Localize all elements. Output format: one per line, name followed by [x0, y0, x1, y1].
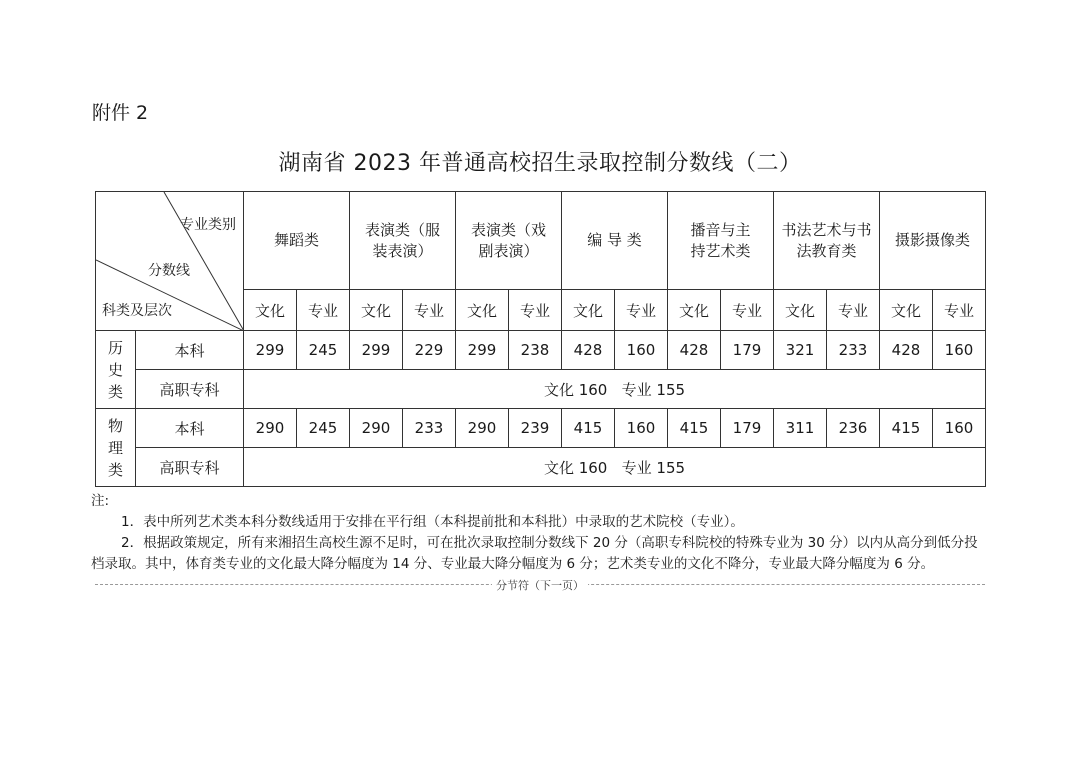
section-break	[95, 579, 985, 599]
level-cell: 本科	[136, 331, 244, 370]
corner-label-level: 科类及层次	[102, 303, 172, 319]
subheader-major: 专业	[933, 290, 986, 331]
category-header: 舞蹈类	[244, 192, 350, 290]
corner-label-category: 专业类别	[180, 217, 236, 233]
score-cell: 179	[721, 331, 774, 370]
score-cell: 236	[827, 409, 880, 448]
section-break-label: 分节符（下一页）	[492, 577, 588, 593]
score-cell: 299	[456, 331, 509, 370]
group-label-history: 历史类	[96, 331, 136, 409]
subheader-culture: 文化	[880, 290, 933, 331]
category-header: 表演类（服装表演）	[350, 192, 456, 290]
score-cell: 229	[403, 331, 456, 370]
notes-heading: 注:	[91, 493, 110, 509]
table-row	[96, 409, 986, 448]
score-cell: 179	[721, 409, 774, 448]
attachment-label: 附件 2	[92, 102, 149, 124]
category-header: 摄影摄像类	[880, 192, 986, 290]
score-cell: 415	[668, 409, 721, 448]
subheader-major: 专业	[721, 290, 774, 331]
score-cell: 321	[774, 331, 827, 370]
level-cell: 本科	[136, 409, 244, 448]
score-cell: 290	[244, 409, 297, 448]
score-cell: 238	[509, 331, 562, 370]
notes-section	[91, 491, 986, 575]
subheader-culture: 文化	[562, 290, 615, 331]
subheader-culture: 文化	[456, 290, 509, 331]
subheader-culture: 文化	[668, 290, 721, 331]
score-cell: 311	[774, 409, 827, 448]
score-cell: 245	[297, 409, 350, 448]
level-cell: 高职专科	[136, 370, 244, 409]
corner-label-score: 分数线	[148, 263, 190, 279]
page-title: 湖南省 2023 年普通高校招生录取控制分数线（二）	[278, 151, 802, 176]
category-header: 编 导 类	[562, 192, 668, 290]
score-cell: 428	[562, 331, 615, 370]
table-row	[96, 448, 986, 487]
subheader-culture: 文化	[350, 290, 403, 331]
score-cell: 239	[509, 409, 562, 448]
score-cell: 415	[562, 409, 615, 448]
group-label-physics: 物理类	[96, 409, 136, 487]
score-cell: 245	[297, 331, 350, 370]
table-row	[96, 370, 986, 409]
score-cell: 233	[827, 331, 880, 370]
subheader-major: 专业	[297, 290, 350, 331]
score-cell: 299	[244, 331, 297, 370]
score-cell: 290	[350, 409, 403, 448]
note-item: 1．表中所列艺术类本科分数线适用于安排在平行组（本科提前批和本科批）中录取的艺术院校（专业）。	[121, 514, 744, 530]
table-row	[96, 331, 986, 370]
score-cell: 160	[933, 409, 986, 448]
score-cell: 290	[456, 409, 509, 448]
vocational-score-merged: 文化 160 专业 155	[244, 370, 986, 409]
level-cell: 高职专科	[136, 448, 244, 487]
score-table	[95, 191, 986, 487]
subheader-major: 专业	[827, 290, 880, 331]
score-cell: 160	[933, 331, 986, 370]
score-cell: 160	[615, 409, 668, 448]
score-cell: 428	[668, 331, 721, 370]
score-cell: 160	[615, 331, 668, 370]
score-cell: 233	[403, 409, 456, 448]
corner-header-cell	[96, 192, 244, 331]
score-cell: 415	[880, 409, 933, 448]
score-cell: 299	[350, 331, 403, 370]
subheader-culture: 文化	[774, 290, 827, 331]
note-item: 2．根据政策规定，所有来湘招生高校生源不足时，可在批次录取控制分数线下 20 分（高职专科院校的特殊专业为 30 分）以内从高分到低分投档录取。其中，体育类专业的文化最大降分幅度为 14 分、专业最大降分幅度为 6 分；艺术类专业的文化不降分，专业最大降分幅度为 6 分。	[91, 535, 978, 572]
subheader-major: 专业	[403, 290, 456, 331]
vocational-score-merged: 文化 160 专业 155	[244, 448, 986, 487]
category-header: 播音与主持艺术类	[668, 192, 774, 290]
subheader-major: 专业	[615, 290, 668, 331]
category-header: 书法艺术与书法教育类	[774, 192, 880, 290]
category-header: 表演类（戏剧表演）	[456, 192, 562, 290]
subheader-major: 专业	[509, 290, 562, 331]
score-cell: 428	[880, 331, 933, 370]
subheader-culture: 文化	[244, 290, 297, 331]
